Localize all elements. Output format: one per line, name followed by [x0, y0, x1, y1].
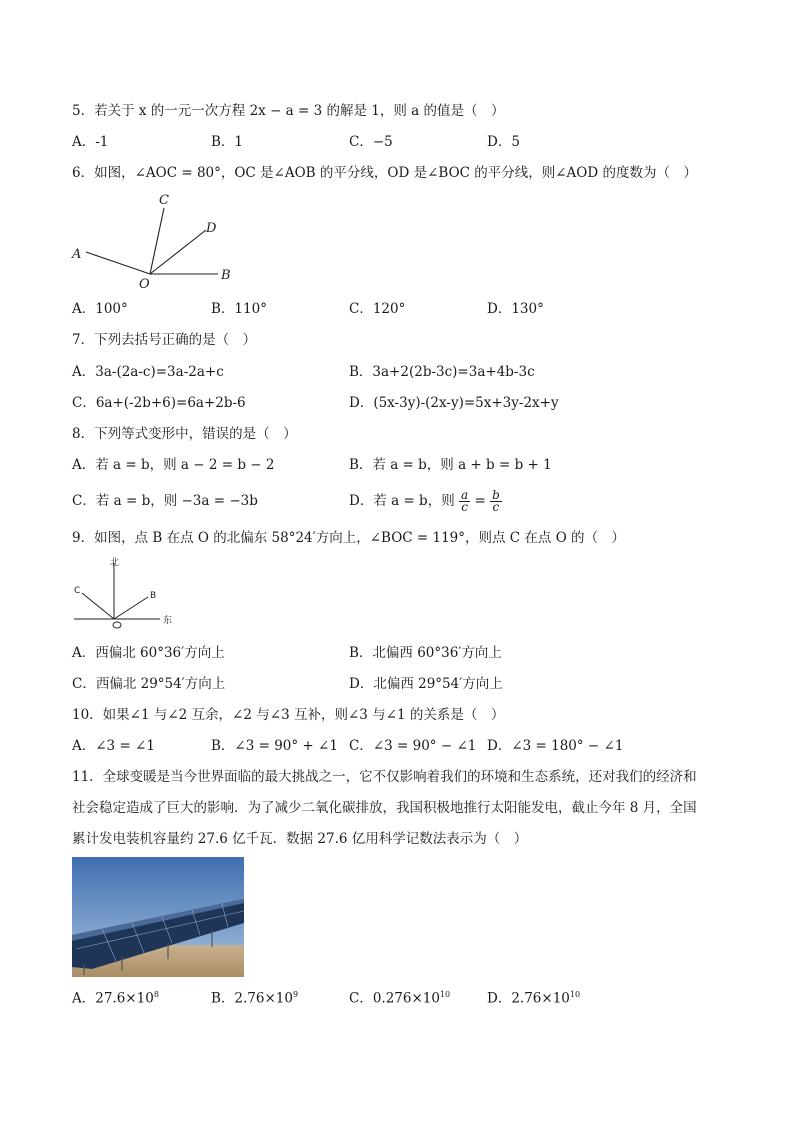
q8-option-d[interactable] [349, 484, 502, 518]
q9-option-d[interactable]: D．北偏西 29°54′方向上 [349, 676, 503, 692]
label-north: 北 [110, 558, 120, 568]
ray-oa [86, 252, 150, 274]
q8-option-b[interactable]: B．若 a = b，则 a + b = b + 1 [349, 457, 552, 473]
q11-stem-line-3: 累计发电装机容量约 27.6 亿千瓦．数据 27.6 亿用科学记数法表示为（ ） [72, 831, 528, 847]
q8-option-d-text: D．若 a = b，则 [349, 493, 455, 509]
q11-stem-line-2: 社会稳定造成了巨大的影响．为了减少二氧化碳排放，我国积极地推行太阳能发电，截止今年 8 月，全国 [72, 800, 697, 816]
label-c: C [74, 586, 81, 596]
q5-option-c[interactable]: C．−5 [349, 134, 393, 150]
q9-stem: 9．如图，点 B 在点 O 的北偏东 58°24′方向上，∠BOC = 119°，则点 C 在点 O 的（ ） [72, 530, 626, 546]
q10-option-c[interactable]: C．∠3 = 90° − ∠1 [349, 738, 477, 754]
q6-option-b[interactable]: B．110° [211, 301, 267, 317]
q6-stem: 6．如图，∠AOC = 80°，OC 是∠AOB 的平分线，OD 是∠BOC 的平分线，则∠AOD 的度数为（ ） [72, 165, 697, 181]
q11-option-a[interactable]: A．$27.6\times 10^8$ [72, 990, 159, 1007]
label-d: D [206, 221, 217, 236]
q8-option-a[interactable]: A．若 a = b，则 a − 2 = b − 2 [72, 457, 275, 473]
q9-option-c[interactable]: C．西偏北 29°54′方向上 [72, 676, 226, 692]
q7-option-c[interactable]: C．6a+(-2b+6)=6a+2b-6 [72, 395, 246, 411]
label-east: 东 [163, 616, 173, 626]
origin-marker [113, 622, 121, 628]
q10-option-d[interactable]: D．∠3 = 180° − ∠1 [487, 738, 624, 754]
q7-stem: 7．下列去括号正确的是（ ） [72, 332, 257, 348]
q11-option-b[interactable]: B．$2.76\times 10^9$ [211, 990, 299, 1007]
ray-oc [82, 593, 114, 619]
q7-option-d[interactable]: D．(5x-3y)-(2x-y)=5x+3y-2x+y [349, 395, 559, 411]
q9-option-a[interactable]: A．西偏北 60°36′方向上 [72, 645, 225, 661]
label-b: B [150, 591, 157, 601]
q10-stem: 10．如果∠1 与∠2 互余，∠2 与∠3 互补，则∠3 与∠1 的关系是（ ） [72, 707, 505, 723]
q5-option-a[interactable]: A．-1 [72, 134, 109, 150]
q8-option-c[interactable]: C．若 a = b，则 −3a = −3b [72, 493, 258, 509]
q11-option-c[interactable]: C．$0.276\times 10^{10}$ [349, 990, 451, 1007]
q8-fraction-b-over-c: $\frac{b}{c}$ [492, 488, 500, 514]
q10-option-b[interactable]: B．∠3 = 90° + ∠1 [211, 738, 338, 754]
q8-equals: = [474, 493, 486, 509]
label-c: C [159, 193, 169, 208]
q7-option-b[interactable]: B．3a+2(2b-3c)=3a+4b-3c [349, 364, 535, 380]
solar-panel-photo [72, 857, 244, 977]
q7-option-a[interactable]: A．3a-(2a-c)=3a-2a+c [72, 364, 224, 380]
q6-angle-figure [66, 188, 246, 292]
label-o: O [139, 277, 150, 292]
q8-stem: 8．下列等式变形中，错误的是（ ） [72, 426, 297, 442]
ray-ob [114, 597, 148, 619]
label-a: A [72, 247, 82, 262]
q5-option-b[interactable]: B．1 [211, 134, 244, 150]
q9-option-b[interactable]: B．北偏西 60°36′方向上 [349, 645, 502, 661]
q11-option-d[interactable]: D．$2.76\times 10^{10}$ [487, 990, 581, 1007]
q5-stem: 5．若关于 x 的一元一次方程 2x − a = 3 的解是 1，则 a 的值是（ ） [72, 103, 505, 119]
q9-direction-figure [68, 555, 188, 635]
q10-option-a[interactable]: A．∠3 = ∠1 [72, 738, 155, 754]
q6-option-a[interactable]: A．100° [72, 301, 128, 317]
label-b: B [221, 268, 231, 283]
q11-stem-line-1: 11．全球变暖是当今世界面临的最大挑战之一，它不仅影响着我们的环境和生态系统，还对我们的经济和 [72, 769, 697, 785]
q5-option-d[interactable]: D．5 [487, 134, 520, 150]
q6-option-d[interactable]: D．130° [487, 301, 544, 317]
q6-option-c[interactable]: C．120° [349, 301, 406, 317]
q8-fraction-a-over-c: $\frac{a}{c}$ [461, 488, 469, 514]
